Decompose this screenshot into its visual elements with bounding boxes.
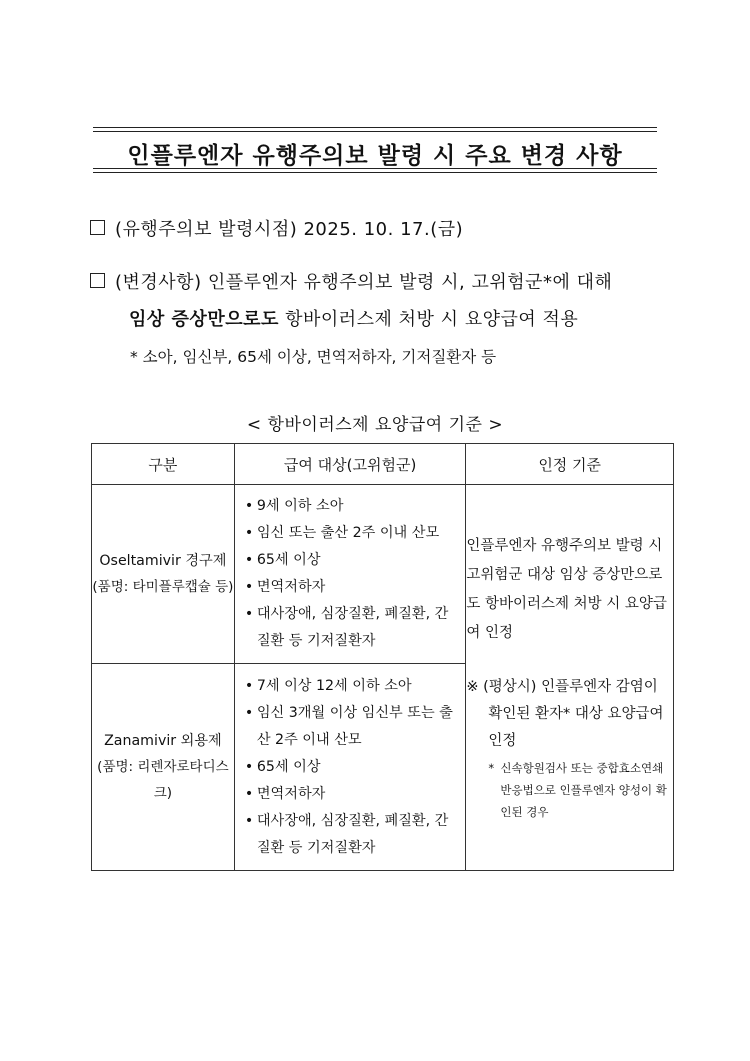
list-item: • 7세 이상 12세 이하 소아 (241, 673, 460, 700)
criteria-note: ※ (평상시) 인플루엔자 감염이 확인된 환자* 대상 요양급여 인정 (466, 679, 664, 749)
changes-bold-text: 임상 증상만으로도 (129, 309, 279, 330)
table-row (92, 485, 674, 664)
list-item: • 대사장애, 심장질환, 폐질환, 간질환 등 기저질환자 (241, 808, 460, 862)
criteria-main: 인플루엔자 유행주의보 발령 시 고위험군 대상 임상 증상만으로도 항바이러스제 처방 시 요양급여 인정 (466, 538, 667, 641)
header-criteria: 인정 기준 (466, 444, 674, 485)
announcement-date-text: (유행주의보 발령시점) 2025. 10. 17.(금) (115, 219, 464, 240)
target-cell (234, 485, 466, 664)
drug-name: Oseltamivir 경구제 (99, 553, 227, 569)
bullet-announcement-date (90, 215, 463, 241)
criteria-cell (466, 485, 674, 871)
criteria-star-note (466, 757, 673, 823)
drug-product: (품명: 리렌자로타디스크) (97, 759, 229, 801)
title-rule-top-2 (93, 131, 657, 132)
table-header-row (92, 444, 674, 485)
list-item: • 면역저하자 (241, 781, 460, 808)
list-item: • 65세 이상 (241, 754, 460, 781)
list-item: • 임신 3개월 이상 임신부 또는 출산 2주 이내 산모 (241, 700, 460, 754)
antiviral-benefit-table (91, 443, 674, 871)
changes-rest-text: 항바이러스제 처방 시 요양급여 적용 (278, 309, 579, 330)
list-item: • 면역저하자 (241, 574, 460, 601)
header-target: 급여 대상(고위험군) (234, 444, 466, 485)
list-item: • 임신 또는 출산 2주 이내 산모 (241, 520, 460, 547)
header-category: 구분 (92, 444, 235, 485)
drug-name: Zanamivir 외용제 (104, 733, 222, 749)
list-item: • 65세 이상 (241, 547, 460, 574)
asterisk-mark: * (488, 761, 495, 775)
bullet-changes (90, 268, 612, 294)
criteria-star-text: 신속항원검사 또는 중합효소연쇄반응법으로 인플루엔자 양성이 확인된 경우 (500, 761, 667, 819)
drug-product: (품명: 타미플루캡슐 등) (92, 579, 234, 595)
title-rule-bottom-2 (93, 172, 657, 173)
checkbox-square-icon (90, 220, 105, 235)
page-title: 인플루엔자 유행주의보 발령 시 주요 변경 사항 (127, 143, 623, 169)
list-item: • 대사장애, 심장질환, 폐질환, 간질환 등 기저질환자 (241, 601, 460, 655)
footnote: * 소아, 임신부, 65세 이상, 면역저하자, 기저질환자 등 (130, 348, 497, 366)
list-item: • 9세 이하 소아 (241, 493, 460, 520)
title-rule-bottom-1 (93, 168, 657, 169)
drug-cell (92, 664, 235, 871)
title-rule-top-1 (93, 127, 657, 128)
changes-text: (변경사항) 인플루엔자 유행주의보 발령 시, 고위험군*에 대해 (115, 272, 613, 293)
changes-continuation (129, 305, 578, 331)
table-caption: < 항바이러스제 요양급여 기준 > (246, 415, 504, 435)
checkbox-square-icon (90, 273, 105, 288)
drug-cell (92, 485, 235, 664)
target-cell (234, 664, 466, 871)
